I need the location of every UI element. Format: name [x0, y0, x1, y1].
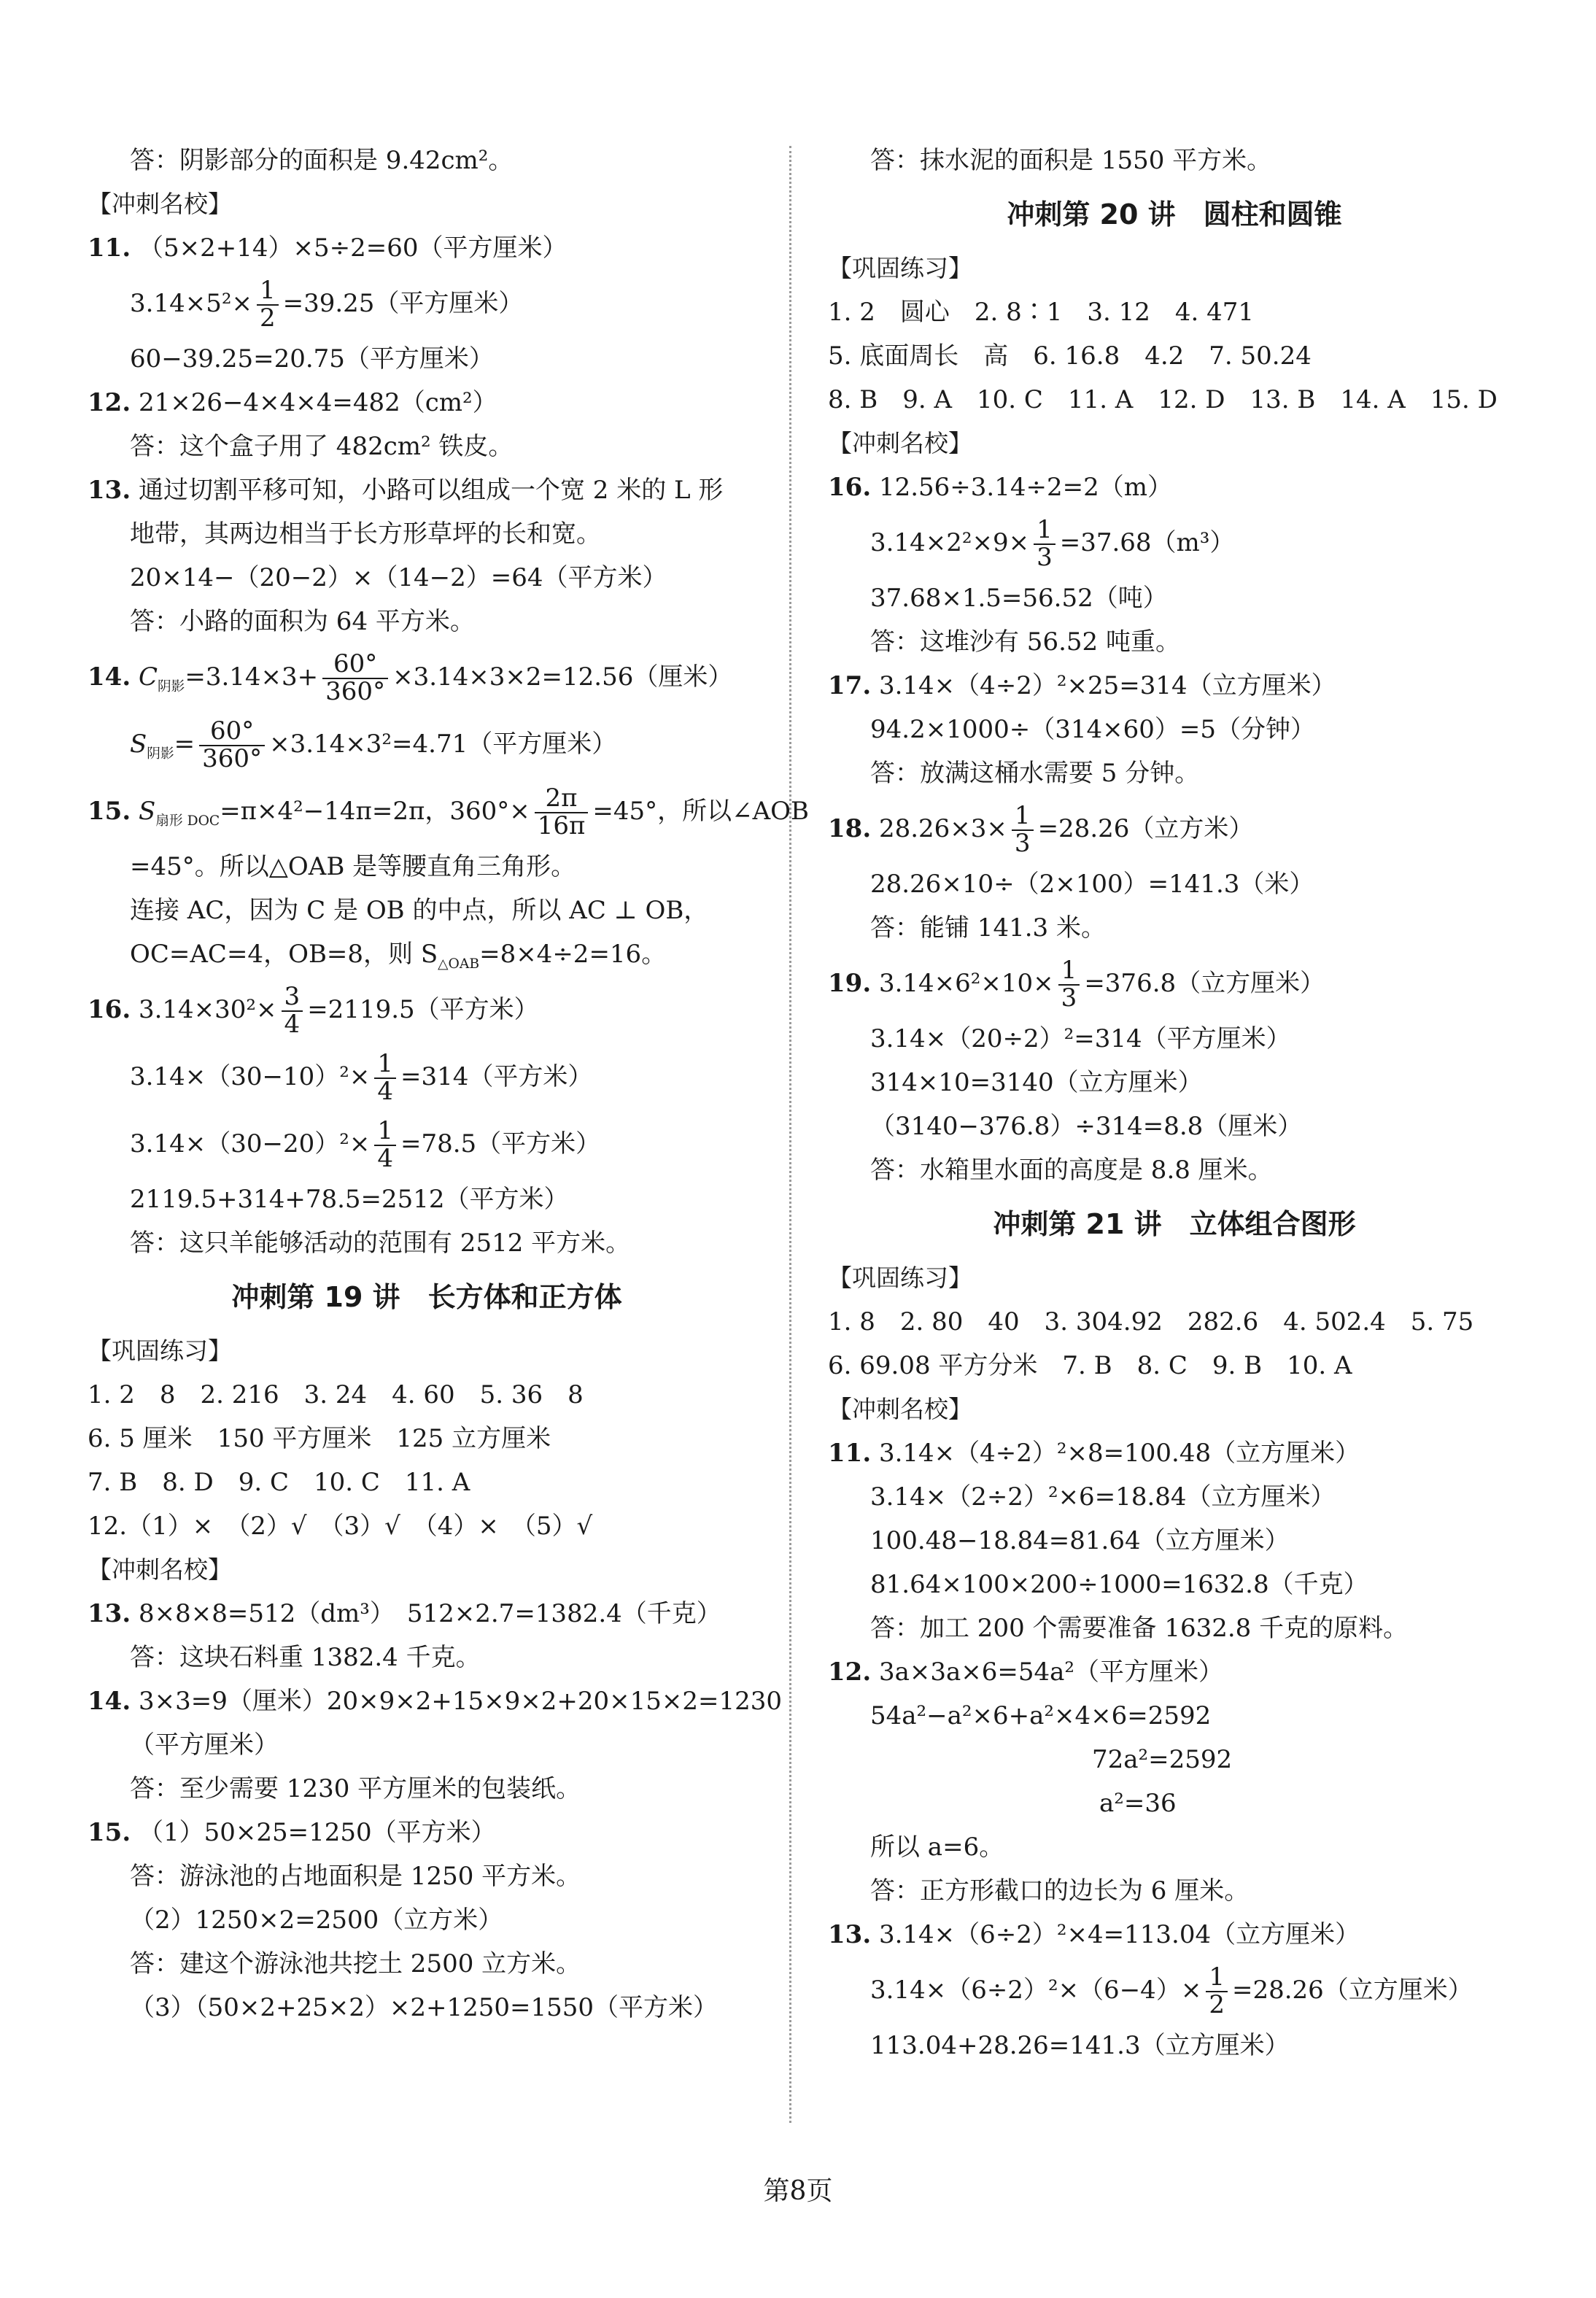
problem-13b: 13. 8×8×8=512（dm³） 512×2.7=1382.4（千克）	[88, 1599, 721, 1628]
problem-11: 11. 3.14×（4÷2）²×8=100.48（立方厘米）	[828, 1439, 1360, 1468]
fraction: $\frac{1}{3}$	[1012, 803, 1034, 856]
problem-11: 11. （5×2+14）×5÷2=60（平方厘米）	[88, 233, 567, 263]
answer-line: 答：这个盒子用了 482cm² 铁皮。	[130, 432, 514, 461]
answer-line: 答：放满这桶水需要 5 分钟。	[870, 759, 1200, 788]
answers-row: 6. 69.08 平方分米 7. B 8. C 9. B 10. A	[828, 1351, 1352, 1380]
formula-line: 37.68×1.5=56.52（吨）	[870, 584, 1168, 613]
answer-line: 答：水箱里水面的高度是 8.8 厘米。	[870, 1156, 1273, 1185]
fraction: $\frac{60^\circ}{360^\circ}$	[322, 651, 388, 705]
page-number: 第8页	[763, 2176, 833, 2206]
problem-12: 12. 3a×3a×6=54a²（平方厘米）	[828, 1657, 1224, 1687]
fraction: $\frac{1}{2}$	[1206, 1965, 1228, 2018]
answers-row: 8. B 9. A 10. C 11. A 12. D 13. B 14. A 15. D	[828, 385, 1498, 414]
answer-line: 答：抹水泥的面积是 1550 平方米。	[870, 146, 1272, 175]
problem-15: 15. $S_{扇形 DOC}=\pi\times 4^2-14\pi=2\pi$，360°× $\frac{2\pi}{16\pi}$ =45°，所以∠AOB	[88, 784, 809, 840]
lecture-19-title: 冲刺第 19 讲 长方体和正方体	[231, 1281, 622, 1313]
formula-line: 3.14×（20÷2）²=314（平方厘米）	[870, 1024, 1291, 1053]
problem-14: 14. $C_{阴影}=3.14\times 3+$ $\frac{60^\circ}{360^\circ}$ ×3.14×3×2=12.56（厘米）	[88, 649, 733, 706]
answer-line: 答：这堆沙有 56.52 吨重。	[870, 627, 1180, 657]
section-tag: 【冲刺名校】	[88, 1555, 232, 1584]
answer-line: 答：小路的面积为 64 平方米。	[130, 607, 475, 636]
answer-line: 答：阴影部分的面积是 9.42cm²。	[130, 146, 514, 175]
column-divider	[789, 146, 791, 2123]
answer-line: 答：建这个游泳池共挖土 2500 立方米。	[130, 1949, 581, 1978]
formula-line: 72a²=2592	[1092, 1745, 1233, 1774]
section-tag: 【冲刺名校】	[828, 1395, 972, 1423]
answers-row: 1. 2 圆心 2. 8∶1 3. 12 4. 471	[828, 298, 1255, 327]
lecture-21-title: 冲刺第 21 讲 立体组合图形	[993, 1208, 1356, 1240]
problem-16: 16. 12.56÷3.14÷2=2（m）	[828, 473, 1172, 502]
formula-line: a²=36	[1099, 1789, 1177, 1818]
text-line: （平方厘米）	[130, 1730, 279, 1760]
formula-line: 2119.5+314+78.5=2512（平方米）	[130, 1185, 569, 1214]
text-line: 连接 AC，因为 C 是 OB 的中点，所以 AC ⊥ OB，	[130, 896, 709, 925]
formula-line: 3.14×2²×9× $\frac{1}{3}$ =37.68（m³）	[870, 515, 1235, 572]
answers-row: 1. 8 2. 80 40 3. 304.92 282.6 4. 502.4 5. 75	[828, 1307, 1474, 1336]
fraction: $\frac{1}{3}$	[1034, 517, 1055, 570]
answer-line: 答：加工 200 个需要准备 1632.8 千克的原料。	[870, 1614, 1409, 1643]
formula-line: 60−39.25=20.75（平方厘米）	[130, 344, 494, 374]
fraction: $\frac{1}{4}$	[374, 1051, 396, 1104]
formula-line: 3.14×（2÷2）²×6=18.84（立方厘米）	[870, 1482, 1336, 1512]
formula-line: 113.04+28.26=141.3（立方厘米）	[870, 2031, 1290, 2060]
problem-14b: 14. 3×3=9（厘米）20×9×2+15×9×2+20×15×2=1230	[88, 1687, 782, 1716]
formula-line: 81.64×100×200÷1000=1632.8（千克）	[870, 1570, 1368, 1599]
formula-line: 94.2×1000÷（314×60）=5（分钟）	[870, 715, 1315, 744]
text-line: 所以 a=6。	[870, 1833, 1004, 1862]
fraction: $\frac{1}{4}$	[374, 1118, 396, 1172]
formula-line: （3）（50×2+25×2）×2+1250=1550（平方米）	[130, 1993, 718, 2022]
section-tag: 【冲刺名校】	[88, 190, 232, 218]
section-tag: 【巩固练习】	[828, 254, 972, 282]
formula-line: 20×14−（20−2）×（14−2）=64（平方米）	[130, 563, 667, 592]
answers-row: 5. 底面周长 高 6. 16.8 4.2 7. 50.24	[828, 341, 1312, 371]
formula-line: 3.14×（30−20）²× $\frac{1}{4}$ =78.5（平方米）	[130, 1116, 601, 1173]
formula-line: 3.14×（30−10）²× $\frac{1}{4}$ =314（平方米）	[130, 1049, 593, 1106]
answers-row: 7. B 8. D 9. C 10. C 11. A	[88, 1468, 470, 1497]
problem-15b: 15. （1）50×25=1250（平方米）	[88, 1818, 496, 1847]
section-tag: 【巩固练习】	[828, 1264, 972, 1292]
formula-line: 3.14×5²× $\frac{1}{2}$ =39.25（平方厘米）	[130, 276, 524, 333]
answer-line: 答：能铺 141.3 米。	[870, 913, 1106, 943]
lecture-20-title: 冲刺第 20 讲 圆柱和圆锥	[1007, 198, 1342, 231]
fraction: $\frac{1}{2}$	[257, 278, 279, 331]
problem-17: 17. 3.14×（4÷2）²×25=314（立方厘米）	[828, 671, 1336, 700]
left-column	[88, 139, 809, 2030]
formula-line: $S_{阴影}=$ $\frac{60^\circ}{360^\circ}$ ×3.14×3²=4.71（平方厘米）	[130, 716, 617, 773]
formula-line: 314×10=3140（立方厘米）	[870, 1068, 1203, 1097]
fraction: $\frac{1}{3}$	[1058, 958, 1080, 1011]
formula-line: 28.26×10÷（2×100）=141.3（米）	[870, 870, 1314, 899]
problem-13: 13. 通过切割平移可知，小路可以组成一个宽 2 米的 L 形	[88, 476, 724, 505]
answers-row: 6. 5 厘米 150 平方厘米 125 立方厘米	[88, 1424, 551, 1453]
section-tag: 【冲刺名校】	[828, 429, 972, 457]
fraction: $\frac{2\pi}{16\pi}$	[535, 786, 589, 839]
answer-line: 答：至少需要 1230 平方厘米的包装纸。	[130, 1774, 581, 1803]
fraction: $\frac{3}{4}$	[282, 984, 303, 1037]
right-column	[828, 139, 1521, 2067]
formula-line: （2）1250×2=2500（立方米）	[130, 1906, 503, 1935]
answer-line: 答：这只羊能够活动的范围有 2512 平方米。	[130, 1229, 631, 1258]
formula-line: 100.48−18.84=81.64（立方厘米）	[870, 1526, 1290, 1555]
formula-line: （3140−376.8）÷314=8.8（厘米）	[870, 1112, 1303, 1141]
problem-19: 19. 3.14×6²×10× $\frac{1}{3}$ =376.8（立方厘米）	[828, 956, 1325, 1013]
fraction: $\frac{60^\circ}{360^\circ}$	[199, 719, 265, 772]
text-line: 地带，其两边相当于长方形草坪的长和宽。	[130, 519, 601, 549]
problem-16: 16. 3.14×30²× $\frac{3}{4}$ =2119.5（平方米）	[88, 982, 539, 1039]
text-line: =45°。所以△OAB 是等腰直角三角形。	[130, 852, 576, 881]
answers-row: 12.（1）× （2）√ （3）√ （4）× （5）√	[88, 1512, 593, 1541]
section-tag: 【巩固练习】	[88, 1336, 232, 1365]
problem-18: 18. 28.26×3× $\frac{1}{3}$ =28.26（立方米）	[828, 801, 1254, 858]
problem-12: 12. 21×26−4×4×4=482（cm²）	[88, 388, 497, 417]
problem-13: 13. 3.14×（6÷2）²×4=113.04（立方厘米）	[828, 1920, 1360, 1949]
formula-line: 54a²−a²×6+a²×4×6=2592	[870, 1701, 1212, 1730]
text-line: OC=AC=4，OB=8，则 $S_{\triangle OAB}=8\times 4\div 2=16$。	[130, 940, 667, 972]
answer-line: 答：正方形截口的边长为 6 厘米。	[870, 1876, 1250, 1906]
answers-row: 1. 2 8 2. 216 3. 24 4. 60 5. 36 8	[88, 1380, 584, 1409]
formula-line: 3.14×（6÷2）²×（6−4）× $\frac{1}{2}$ =28.26（立方厘米）	[870, 1962, 1473, 2019]
answer-line: 答：这块石料重 1382.4 千克。	[130, 1643, 481, 1672]
answer-line: 答：游泳池的占地面积是 1250 平方米。	[130, 1862, 581, 1891]
